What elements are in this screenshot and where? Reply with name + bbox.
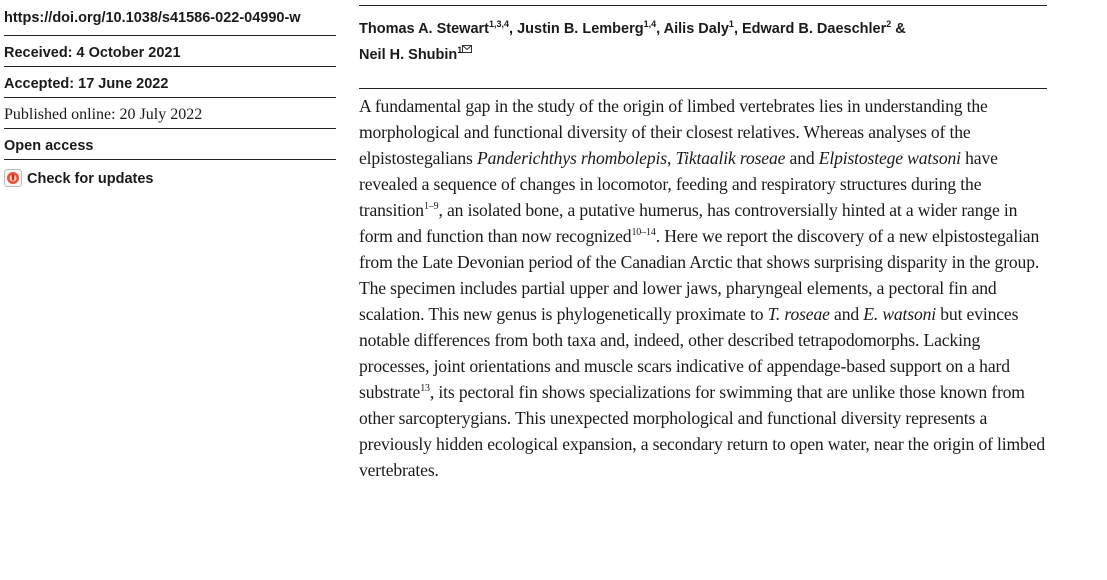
abstract-text: , an isolated bone, a putative humerus, has controversially hinted at a wider range in form and function than now recognized bbox=[359, 200, 1018, 246]
abstract-text: , bbox=[666, 148, 676, 168]
taxon-name: Elpistostege watsoni bbox=[818, 148, 961, 168]
article-main bbox=[359, 0, 1047, 483]
open-access-label: Open access bbox=[4, 129, 336, 160]
author-list: Thomas A. Stewart$^{1,3,4}$, Justin B. Lemberg$^{1,4}$, Ailis Daly$^1$, Edward B. Daeschler$^2$ & Neil H. Shubin$^1$ bbox=[359, 5, 1047, 83]
taxon-name: T. roseae bbox=[767, 304, 830, 324]
citation-ref: 10–14 bbox=[631, 227, 656, 239]
taxon-name: Tiktaalik roseae bbox=[675, 148, 786, 168]
check-for-updates-icon bbox=[4, 169, 22, 187]
abstract-text: have revealed a sequence of changes in locomotor, feeding and respiratory structures during the transition bbox=[359, 148, 998, 220]
abstract-text: A fundamental gap in the study of the origin of limbed vertebrates lies in understanding the morphological and functional diversity of their closest relatives. Whereas analyses of the elpistostegalians bbox=[359, 96, 988, 168]
abstract-text: , its pectoral fin shows specializations for swimming that are unlike those known from other sarcopterygians. This unexpected morphological and functional diversity represents a previously hidden ecological expansion, a secondary return to open water, near the origin of limbed vertebrates. bbox=[359, 382, 1046, 480]
check-for-updates-button[interactable] bbox=[4, 160, 336, 191]
author-affiliation: 1 bbox=[728, 19, 734, 29]
citation-ref: 1–9 bbox=[423, 201, 439, 213]
abstract-text: and bbox=[785, 148, 819, 168]
email-icon[interactable] bbox=[462, 47, 472, 63]
article-metadata bbox=[4, 0, 336, 191]
author-affiliation: 2 bbox=[886, 19, 892, 29]
taxon-name: E. watsoni bbox=[863, 304, 937, 324]
author-name[interactable]: Neil H. Shubin bbox=[359, 46, 458, 63]
author-affiliation: 1,3,4 bbox=[489, 19, 510, 29]
author-name[interactable]: Thomas A. Stewart bbox=[359, 20, 489, 37]
author-name[interactable]: Edward B. Daeschler bbox=[742, 20, 887, 37]
abstract-text: and bbox=[829, 304, 864, 324]
check-for-updates-label: Check for updates bbox=[27, 171, 154, 187]
author-affiliation: 1 bbox=[457, 44, 463, 55]
abstract-text: . Here we report the discovery of a new elpistostegalian from the Late Devonian period of the Canadian Arctic that shows surprising disparity in the group. The specimen includes partial upper and lower jaws, pharyngeal elements, a pectoral fin and scalation. This new genus is phylogenetically proximate to bbox=[359, 226, 1040, 324]
taxon-name: Panderichthys rhombolepis bbox=[477, 148, 667, 168]
author-name[interactable]: Ailis Daly bbox=[663, 20, 729, 37]
author-name[interactable]: Justin B. Lemberg bbox=[517, 20, 644, 37]
received-date: Received: 4 October 2021 bbox=[4, 36, 336, 67]
accepted-date: Accepted: 17 June 2022 bbox=[4, 67, 336, 98]
author-affiliation: 1,4 bbox=[643, 19, 657, 29]
doi-link[interactable]: https://doi.org/10.1038/s41586-022-04990-w bbox=[4, 0, 336, 36]
abstract-text: but evinces notable differences from both taxa and, indeed, other described tetrapodomorphs. Lacking processes, joint orientations and muscle scars indicative of appendage-based support on a hard substrate bbox=[359, 304, 1019, 402]
citation-ref: 13 bbox=[420, 383, 430, 395]
published-date: Published online: 20 July 2022 bbox=[4, 98, 336, 129]
abstract bbox=[359, 89, 1047, 483]
